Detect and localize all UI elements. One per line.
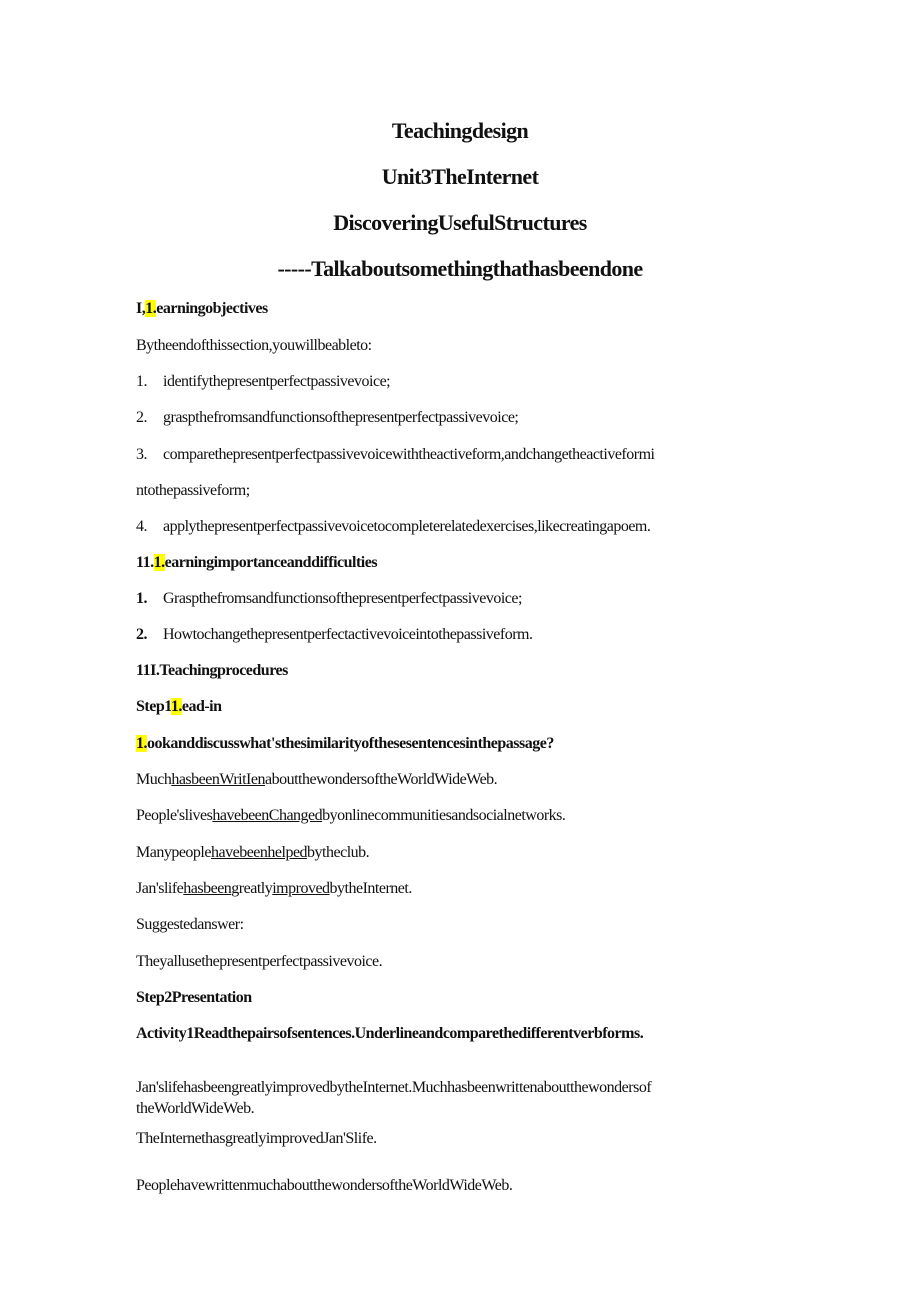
example-sentence [136, 771, 497, 789]
objective-item [136, 373, 390, 391]
sentence-text: People'slives [136, 807, 213, 824]
sentence-pair-line: theWorldWideWeb. [136, 1100, 255, 1117]
sentence-text: aboutthewondersoftheWorldWideWeb. [264, 771, 498, 788]
objective-item-continuation [136, 482, 250, 500]
sentence-underlined-verb: havebeenChanged [212, 807, 323, 824]
step2-heading: Step2Presentation [136, 989, 252, 1006]
difficulty-item [136, 626, 533, 644]
objectives-heading-text: earningobjectives [156, 300, 268, 317]
objectives-heading-highlight: 1. [145, 300, 157, 317]
objective-text: applythepresentperfectpassivevoicetocompleterelatedexercises,likecreatingapoem. [163, 518, 651, 535]
difficulties-heading-prefix: 11. [136, 554, 154, 571]
sentence-text: Much [136, 771, 172, 788]
step1-text: ead-in [181, 698, 222, 715]
objective-item [136, 446, 654, 464]
objective-item [136, 518, 650, 536]
objectives-intro: Bytheendofthissection,youwillbeableto: [136, 337, 372, 354]
topic-title: -----Talkaboutsomethingthathasbeendone [277, 256, 643, 281]
activity1-instruction: Activity1Readthepairsofsentences.Underlineandcomparethedifferentverbforms. [136, 1025, 644, 1042]
sentence-underlined-verb: hasbeen [183, 880, 232, 897]
doc-title: Teachingdesign [391, 118, 529, 143]
section-title: DiscoveringUsefulStructures [333, 210, 587, 235]
step1-highlight: 1. [170, 698, 182, 715]
objective-text: identifythepresentperfectpassivevoice; [163, 373, 391, 390]
suggested-answer-label: Suggestedanswer: [136, 916, 244, 933]
sentence-text: Jan'slife [136, 880, 184, 897]
example-sentence [136, 880, 412, 898]
difficulty-text: Graspthefromsandfunctionsofthepresentperfectpassivevoice; [163, 590, 522, 607]
example-sentence [136, 807, 565, 825]
step1-heading [136, 698, 222, 716]
sentence-underlined-verb: improved [272, 880, 330, 897]
question-highlight: 1. [136, 735, 147, 752]
question-text: ookanddiscusswhat'sthesimilarityofthesesentencesinthepassage? [147, 735, 554, 752]
objectives-heading-prefix: I, [136, 300, 146, 317]
difficulties-heading [136, 554, 377, 572]
suggested-answer: Theyallusethepresentperfectpassivevoice. [136, 953, 383, 970]
difficulty-item [136, 590, 522, 608]
objective-text: comparethepresentperfectpassivevoicewiththeactiveform,andchangetheactiveformi [163, 446, 655, 463]
sentence-text: bytheclub. [307, 844, 370, 861]
sentence-text: bytheInternet. [329, 880, 412, 897]
procedures-heading: 11I.Teachingprocedures [136, 662, 288, 679]
example-sentence [136, 844, 369, 862]
objectives-heading [136, 300, 268, 318]
sentence-pair-line: PeoplehavewrittenmuchaboutthewondersoftheWorldWideWeb. [136, 1177, 513, 1194]
objective-number: 3. [136, 446, 147, 463]
objective-number: 2. [136, 409, 147, 426]
objective-item [136, 409, 518, 427]
leadin-question [136, 735, 554, 753]
difficulties-heading-highlight: 1. [153, 554, 165, 571]
sentence-text: Manypeople [136, 844, 211, 861]
difficulty-number: 2. [136, 626, 147, 643]
unit-title: Unit3TheInternet [381, 164, 539, 189]
objective-text: graspthefromsandfunctionsofthepresentperfectpassivevoice; [163, 409, 519, 426]
difficulty-text: Howtochangethepresentperfectactivevoiceintothepassiveform. [163, 626, 533, 643]
sentence-pair-line: Jan'slifehasbeengreatlyimprovedbytheInternet.Muchhasbeenwrittenaboutthewondersof [136, 1079, 652, 1096]
sentence-text: greatly [231, 880, 273, 897]
difficulty-number: 1. [136, 590, 147, 607]
objective-text: ntothepassiveform; [136, 482, 250, 499]
sentence-underlined-verb: hasbeenWritIen [171, 771, 265, 788]
objective-number: 4. [136, 518, 147, 535]
sentence-text: byonlinecommunitiesandsocialnetworks. [322, 807, 566, 824]
difficulties-heading-text: earningimportanceanddifficulties [164, 554, 378, 571]
objective-number: 1. [136, 373, 147, 390]
sentence-underlined-verb: havebeenhelped [210, 844, 308, 861]
sentence-pair-line: TheInternethasgreatlyimprovedJan'Slife. [136, 1130, 377, 1147]
step1-prefix: Step1 [136, 698, 171, 715]
